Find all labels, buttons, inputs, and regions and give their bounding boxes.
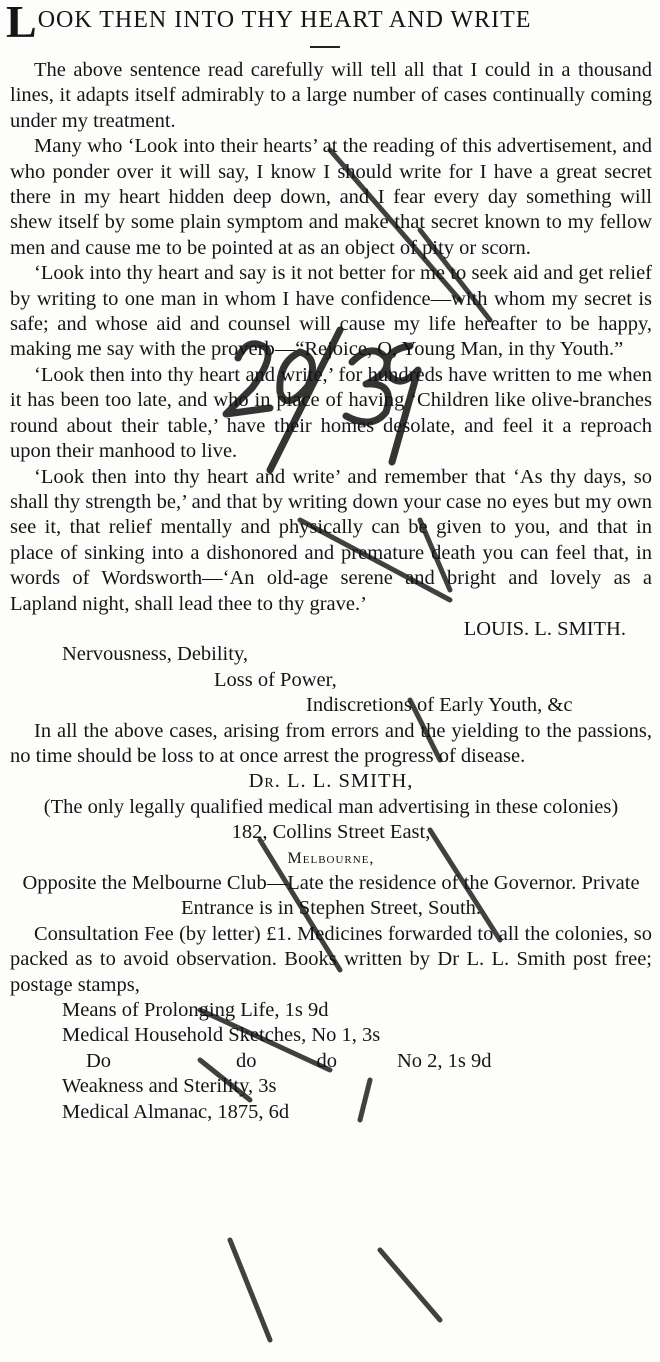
book-item: Means of Prolonging Life, 1s 9d: [62, 999, 329, 1022]
headline-dropcap: L: [6, 0, 38, 47]
book-item: Medical Household Sketches, No 1, 3s: [62, 1024, 381, 1047]
paragraph-2: Many who ‘Look into their hearts’ at the reading of this advertisement, and who ponder over it will say, I know I should write for I have a great secret there in my heart hidden deep down, and I fear every day something will shew itself by some plain symptom and make that secret known to my fellow men and cause me to be pointed at as an object of pity or scorn.: [10, 135, 652, 259]
ditto-3: do: [316, 1049, 337, 1072]
fees-paragraph: Consultation Fee (by letter) £1. Medicines forwarded to all the colonies, so packed as to avoid observation. Books written by Dr L. L. Smith post free; postage stamps,: [10, 922, 652, 996]
paragraph-1: The above sentence read carefully will tell all that I could in a thousand lines, it adapts itself admirably to a large number of cases continually coming under my treatment.: [10, 59, 652, 132]
cases-paragraph: In all the above cases, arising from errors and the yielding to the passions, no time should be loss to at once arrest the progress of disease.: [10, 719, 652, 767]
ailment-line-2: Loss of Power,: [214, 668, 337, 691]
book-item: Medical Almanac, 1875, 6d: [62, 1100, 290, 1123]
doctor-qualification: (The only legally qualified medical man advertising in these colonies): [43, 795, 619, 818]
doctor-city: Melbourne,: [287, 849, 375, 867]
paragraph-4: ‘Look then into thy heart and write,’ for hundreds have written to me when it has been too late, and who in place of having ‘Children like olive-branches round about their table,’ have their homes desolate, and feel it a reproach upon their manhood to live.: [10, 363, 652, 463]
headline-rule: [310, 46, 340, 48]
ditto-1: Do: [86, 1049, 112, 1072]
book-item: Weakness and Sterility, 3s: [62, 1075, 277, 1098]
headline: [6, 0, 656, 47]
ditto-4: No 2, 1s 9d: [397, 1049, 492, 1072]
doctor-street: 182, Collins Street East,: [231, 821, 431, 844]
paragraph-3: ‘Look into thy heart and say is it not better for me to seek aid and get relief by writing to one man in whom I have confidence—with whom my secret is safe; and whose aid and counsel will cause my life hereafter to be happy, making me say with the proverb—“Rejoice, O, Young Man, in thy Youth.”: [10, 262, 652, 361]
ditto-2: do: [236, 1049, 257, 1072]
doctor-location: Opposite the Melbourne Club—Late the residence of the Governor. Private Entrance is in Stephen Street, South.: [22, 872, 640, 920]
books-list: [10, 998, 652, 1125]
ailment-line-3: Indiscretions of Early Youth, &c: [306, 694, 573, 717]
signature: LOUIS. L. SMITH.: [463, 617, 626, 640]
advertisement-body: [10, 58, 652, 1125]
doctor-name: Dr. L. L. SMITH,: [248, 770, 414, 793]
headline-text: OOK THEN INTO THY HEART AND WRITE: [37, 7, 532, 33]
book-item-ditto: [62, 1049, 652, 1074]
ailment-line-1: Nervousness, Debility,: [62, 643, 248, 666]
paragraph-5: ‘Look then into thy heart and write’ and remember that ‘As thy days, so shall thy strength be,’ and that by writing down your case no eyes but my own see it, that relief mentally and physically can be given to you, and that in place of sinking into a dishonored and premature death you can feel that, in words of Wordsworth—‘An old-age serene and bright and lovely as a Lapland night, shall lead thee to thy grave.’: [10, 465, 652, 615]
